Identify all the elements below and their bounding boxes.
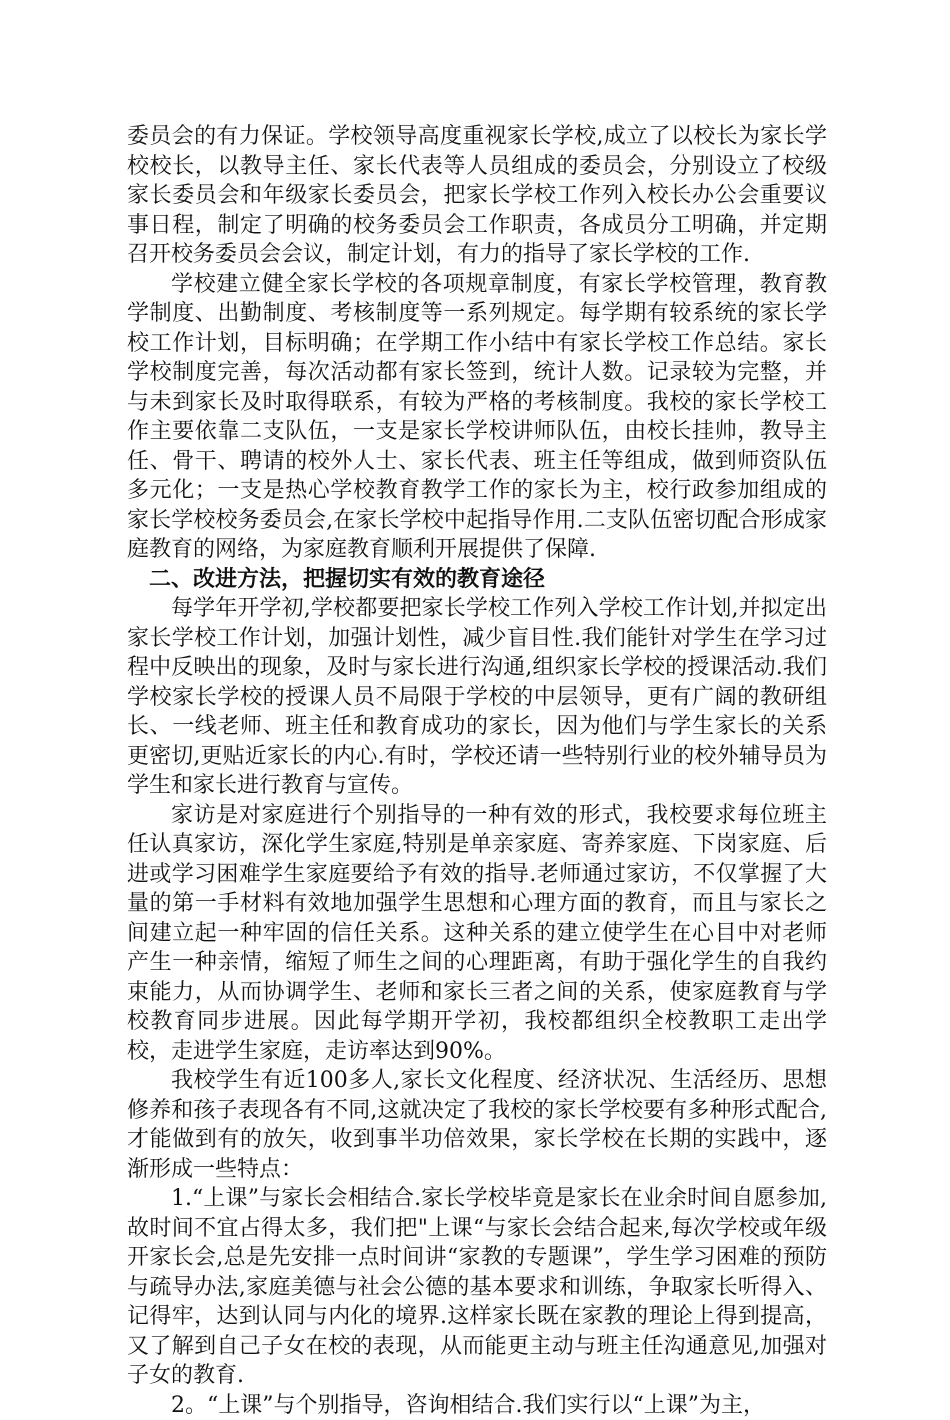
document-page [127, 122, 827, 1420]
paragraph-committee: 委员会的有力保证。学校领导高度重视家长学校,成立了以校长为家长学校校长，以教导主任、家长代表等人员组成的委员会，分别设立了校级家长委员会和年级家长委员会，把家长学校工作列入校长办公会重要议事日程，制定了明确的校务委员会工作职责，各成员分工明确，并定期召开校务委员会会议，制定计划，有力的指导了家长学校的工作. [127, 122, 827, 270]
paragraph-student-families: 我校学生有近100多人,家长文化程度、经济状况、生活经历、思想修养和孩子表现各有不同,这就决定了我校的家长学校要有多种形式配合,才能做到有的放矢，收到事半功倍效果，家长学校在长期的实践中，逐渐形成一些特点： [127, 1066, 827, 1184]
paragraph-home-visits: 家访是对家庭进行个别指导的一种有效的形式，我校要求每位班主任认真家访，深化学生家庭,特别是单亲家庭、寄养家庭、下岗家庭、后进或学习困难学生家庭要给予有效的指导.老师通过家访，不仅掌握了大量的第一手材料有效地加强学生思想和心理方面的教育，而且与家长之间建立起一种牢固的信任关系。这种关系的建立使学生在心目中对老师产生一种亲情，缩短了师生之间的心理距离，有助于强化学生的自我约束能力，从而协调学生、老师和家长三者之间的关系，使家庭教育与学校教育同步进展。因此每学期开学初，我校都组织全校教职工走出学校，走进学生家庭，走访率达到90%。 [127, 801, 827, 1067]
paragraph-regulations: 学校建立健全家长学校的各项规章制度，有家长学校管理，教育教学制度、出勤制度、考核制度等一系列规定。每学期有较系统的家长学校工作计划，目标明确；在学期工作小结中有家长学校工作总结。家长学校制度完善，每次活动都有家长签到，统计人数。记录较为完整，并与未到家长及时取得联系，有较为严格的考核制度。我校的家长学校工作主要依靠二支队伍，一支是家长学校讲师队伍，由校长挂帅，教导主任、骨干、聘请的校外人士、家长代表、班主任等组成，做到师资队伍多元化；一支是热心学校教育教学工作的家长为主，校行政参加组成的家长学校校务委员会,在家长学校中起指导作用.二支队伍密切配合形成家庭教育的网络，为家庭教育顺利开展提供了保障. [127, 270, 827, 565]
list-item-1: 1.“上课”与家长会相结合.家长学校毕竟是家长在业余时间自愿参加,故时间不宜占得太多，我们把"上课“与家长会结合起来,每次学校或年级开家长会,总是先安排一点时间讲“家教的专题课”，学生学习困难的预防与疏导办法,家庭美德与社会公德的基本要求和训练，争取家长听得入、记得牢，达到认同与内化的境界.这样家长既在家教的理论上得到提高，又了解到自己子女在校的表现，从而能更主动与班主任沟通意见,加强对子女的教育. [127, 1184, 827, 1391]
list-item-2: 2。“上课”与个别指导，咨询相结合.我们实行以“上课”为主， [127, 1391, 827, 1420]
section-heading-2: 二、改进方法，把握切实有效的教育途径 [127, 565, 827, 595]
paragraph-school-plan: 每学年开学初,学校都要把家长学校工作列入学校工作计划,并拟定出家长学校工作计划，加强计划性，减少盲目性.我们能针对学生在学习过程中反映出的现象，及时与家长进行沟通,组织家长学校的授课活动.我们学校家长学校的授课人员不局限于学校的中层领导，更有广阔的教研组长、一线老师、班主任和教育成功的家长，因为他们与学生家长的关系更密切,更贴近家长的内心.有时，学校还请一些特别行业的校外辅导员为学生和家长进行教育与宣传。 [127, 594, 827, 801]
